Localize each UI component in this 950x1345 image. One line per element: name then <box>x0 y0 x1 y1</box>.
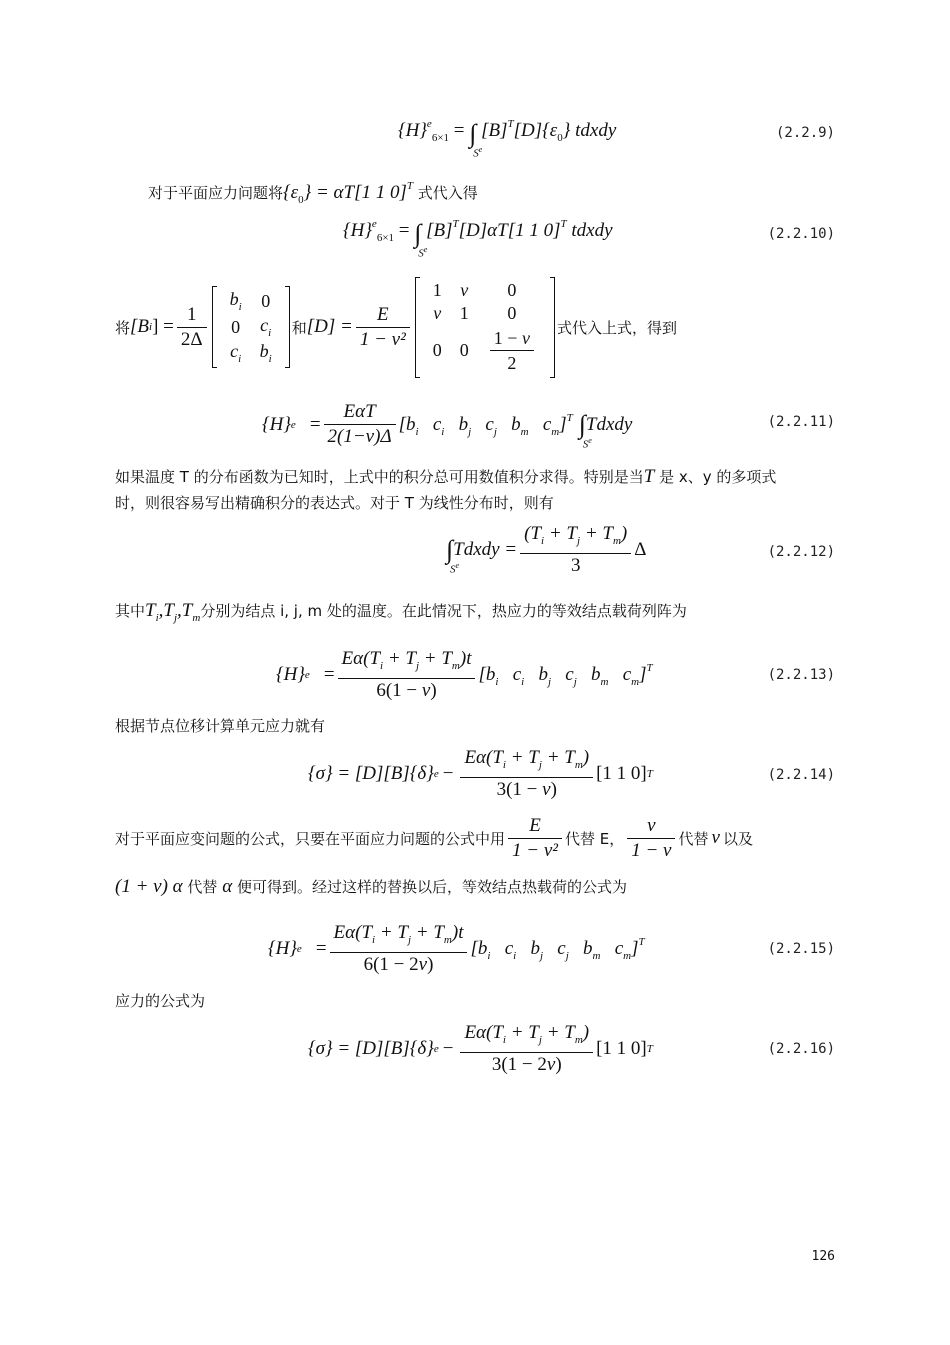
fraction: $\frac{1}{2\Delta}$ <box>177 303 207 352</box>
inline-math: } = αT[1 1 0] <box>303 182 407 203</box>
inline-math: T <box>643 466 655 487</box>
eps-sub: 0 <box>298 194 304 206</box>
transpose: T <box>646 1043 653 1055</box>
paragraph-1 <box>148 180 478 206</box>
matrix-D: 1 ν 0 ν 1 0 0 0 $\frac{1 - \nu}{2}$ <box>415 277 555 378</box>
paragraph-7 <box>115 876 627 898</box>
inline-math: ν <box>711 827 720 848</box>
eq-sup: e <box>433 1043 439 1055</box>
paragraph-3-line-1 <box>115 466 776 488</box>
text: 和 <box>291 318 307 337</box>
equation-2-2-9 <box>398 118 617 160</box>
eq-sub: 6×1 <box>376 232 395 244</box>
eq-lhs: {H} <box>276 664 305 685</box>
equation-number: (2.2.16) <box>767 1041 835 1057</box>
eq-lhs: {σ} = [D][B]{δ} <box>308 1038 434 1059</box>
inline-math: ] = <box>152 316 174 337</box>
fraction: $\frac{E\alpha(T_i + T_j + T_m)t}{6(1 - \nu)}$ <box>338 647 476 703</box>
fraction: $\frac{\nu}{1 - \nu}$ <box>627 814 675 863</box>
eq-rest: Tdxdy <box>585 413 633 435</box>
equation-number: (2.2.15) <box>767 941 835 957</box>
delta: Δ <box>634 539 647 560</box>
equation-number: (2.2.14) <box>767 767 835 783</box>
eq-lhs: {σ} = [D][B]{δ} <box>308 763 434 784</box>
text: 将 <box>115 318 131 337</box>
page-number: 126 <box>811 1249 835 1264</box>
eq-sup: e <box>426 118 432 130</box>
minus: − <box>442 763 454 784</box>
equation-number: (2.2.13) <box>767 667 835 683</box>
eq-tail: [1 1 0] <box>596 1038 647 1059</box>
text: 式代入得 <box>417 184 478 202</box>
equals: = <box>453 120 465 141</box>
integral-sign: ∫ $S^e$ <box>414 219 428 260</box>
vector-b: [$b_i$ $c_i$ $b_j$ $c_j$ $b_m$ $c_m]^T$ <box>398 411 573 438</box>
inline-math: (1 + ν) α <box>115 876 183 897</box>
transpose: T <box>406 180 413 192</box>
text: 是 x、y 的多项式 <box>659 468 777 486</box>
eq-lhs: Tdxdy = <box>453 539 518 560</box>
paragraph-6 <box>115 813 753 863</box>
eq-sup: e <box>304 669 310 681</box>
eq-rhs2: [D]αT[1 1 0] <box>458 220 561 241</box>
equation-number: (2.2.9) <box>775 125 835 141</box>
text: 对于平面应力问题将 <box>148 184 284 202</box>
eps-sub: 0 <box>557 132 563 144</box>
fraction: $\frac{\text{EαT}}{2(1-\nu)\Delta}$ <box>324 400 396 449</box>
text: 其中 <box>115 602 146 620</box>
fraction: $\frac{E\alpha(T_i + T_j + T_m)t}{6(1 - 2\nu)}$ <box>330 921 468 977</box>
integral-sign: ∫ $S^e$ <box>469 119 483 160</box>
fraction: $\frac{(T_i + T_j + T_m)}{3}$ <box>520 522 631 578</box>
inline-math: {ε <box>283 182 299 203</box>
eq-lhs: {H} <box>268 938 297 959</box>
fraction: $\frac{E}{\text{1 − ν²}}$ <box>356 303 410 352</box>
equation-2-2-10 <box>343 218 613 260</box>
text: 式代入上式，得到 <box>556 318 677 337</box>
equation-2-2-14 <box>308 746 653 802</box>
equation-2-2-15 <box>268 921 645 977</box>
equation-number: (2.2.12) <box>767 544 835 560</box>
paragraph-2 <box>115 275 677 379</box>
eq-sup: e <box>371 218 377 230</box>
equation-number: (2.2.10) <box>767 226 835 242</box>
equals: = <box>315 938 327 959</box>
equals: = <box>323 664 335 685</box>
eq-sub: 6×1 <box>431 132 450 144</box>
equation-2-2-11 <box>262 400 632 449</box>
eq-lhs: {H} <box>398 120 427 141</box>
equals: = <box>398 220 410 241</box>
text: 对于平面应变问题的公式，只要在平面应力问题的公式中用 <box>115 829 506 848</box>
eq-tail: [1 1 0] <box>596 763 647 784</box>
eq-rhs: [B] <box>481 120 508 141</box>
eq-rhs: [B] <box>426 220 453 241</box>
text: 代替 <box>678 829 709 848</box>
eq-lhs: {H} <box>343 220 372 241</box>
sub-i: i <box>149 321 153 333</box>
text: 以及 <box>722 829 753 848</box>
text: 代替 <box>187 878 218 896</box>
equation-2-2-16 <box>308 1021 653 1077</box>
fraction: $\frac{E\alpha(T_i + T_j + T_m)}{3(1 - 2\nu)}$ <box>460 1021 593 1077</box>
vector-b: [$b_i$ $c_i$ $b_j$ $c_j$ $b_m$ $c_m]^T$ <box>478 662 653 688</box>
paragraph-3-line-2: 时，则很容易写出精确积分的表达式。对于 T 为线性分布时，则有 <box>115 494 554 512</box>
eq-rhs3: } tdxdy <box>562 120 617 141</box>
text: 便可得到。经过这样的替换以后，等效结点热载荷的公式为 <box>236 878 627 896</box>
integral-sign: ∫ $S^e$ <box>578 409 592 451</box>
equation-number: (2.2.11) <box>767 414 835 430</box>
eq-rhs3: tdxdy <box>566 220 613 241</box>
fraction: $\frac{E}{\text{1 − ν²}}$ <box>508 814 562 863</box>
equals: = <box>309 413 321 435</box>
text: 代替 E， <box>564 829 625 848</box>
vector-b: [$b_i$ $c_i$ $b_j$ $c_j$ $b_m$ $c_m]^T$ <box>470 936 645 962</box>
transpose: T <box>646 768 653 780</box>
text: 分别为结点 i, j, m 处的温度。在此情况下，热应力的等效结点载荷列阵为 <box>200 602 687 620</box>
matrix-B: $b_i$ 0 0 $c_i$ $c_i$ $b_i$ <box>212 286 290 368</box>
transpose: T <box>507 118 514 130</box>
paragraph-4 <box>115 600 687 624</box>
integral-sign: ∫ $S^e$ <box>446 535 460 576</box>
eq-sup: e <box>296 943 302 955</box>
eq-sup: e <box>433 768 439 780</box>
text: 如果温度 T 的分布函数为已知时，上式中的积分总可用数值积分求得。特别是当 <box>115 468 644 486</box>
fraction: $\frac{E\alpha(T_i + T_j + T_m)}{3(1 - \nu)}$ <box>460 746 593 802</box>
eq-lhs: {H} <box>262 413 291 435</box>
minus: − <box>442 1038 454 1059</box>
inline-math: $T_i,T_j,T_m$ <box>145 600 201 624</box>
eq-sup: e <box>290 418 296 431</box>
paragraph-5: 根据节点位移计算单元应力就有 <box>115 717 326 735</box>
paragraph-8: 应力的公式为 <box>115 992 206 1010</box>
eq-rhs2: [D]{ε <box>513 120 558 141</box>
inline-math: [D] = <box>306 316 353 337</box>
equation-2-2-12 <box>446 522 646 578</box>
equation-2-2-13 <box>276 647 653 703</box>
transpose: T <box>560 218 567 230</box>
transpose: T <box>452 218 459 230</box>
inline-math: [B <box>130 316 150 337</box>
inline-math: α <box>222 876 233 897</box>
